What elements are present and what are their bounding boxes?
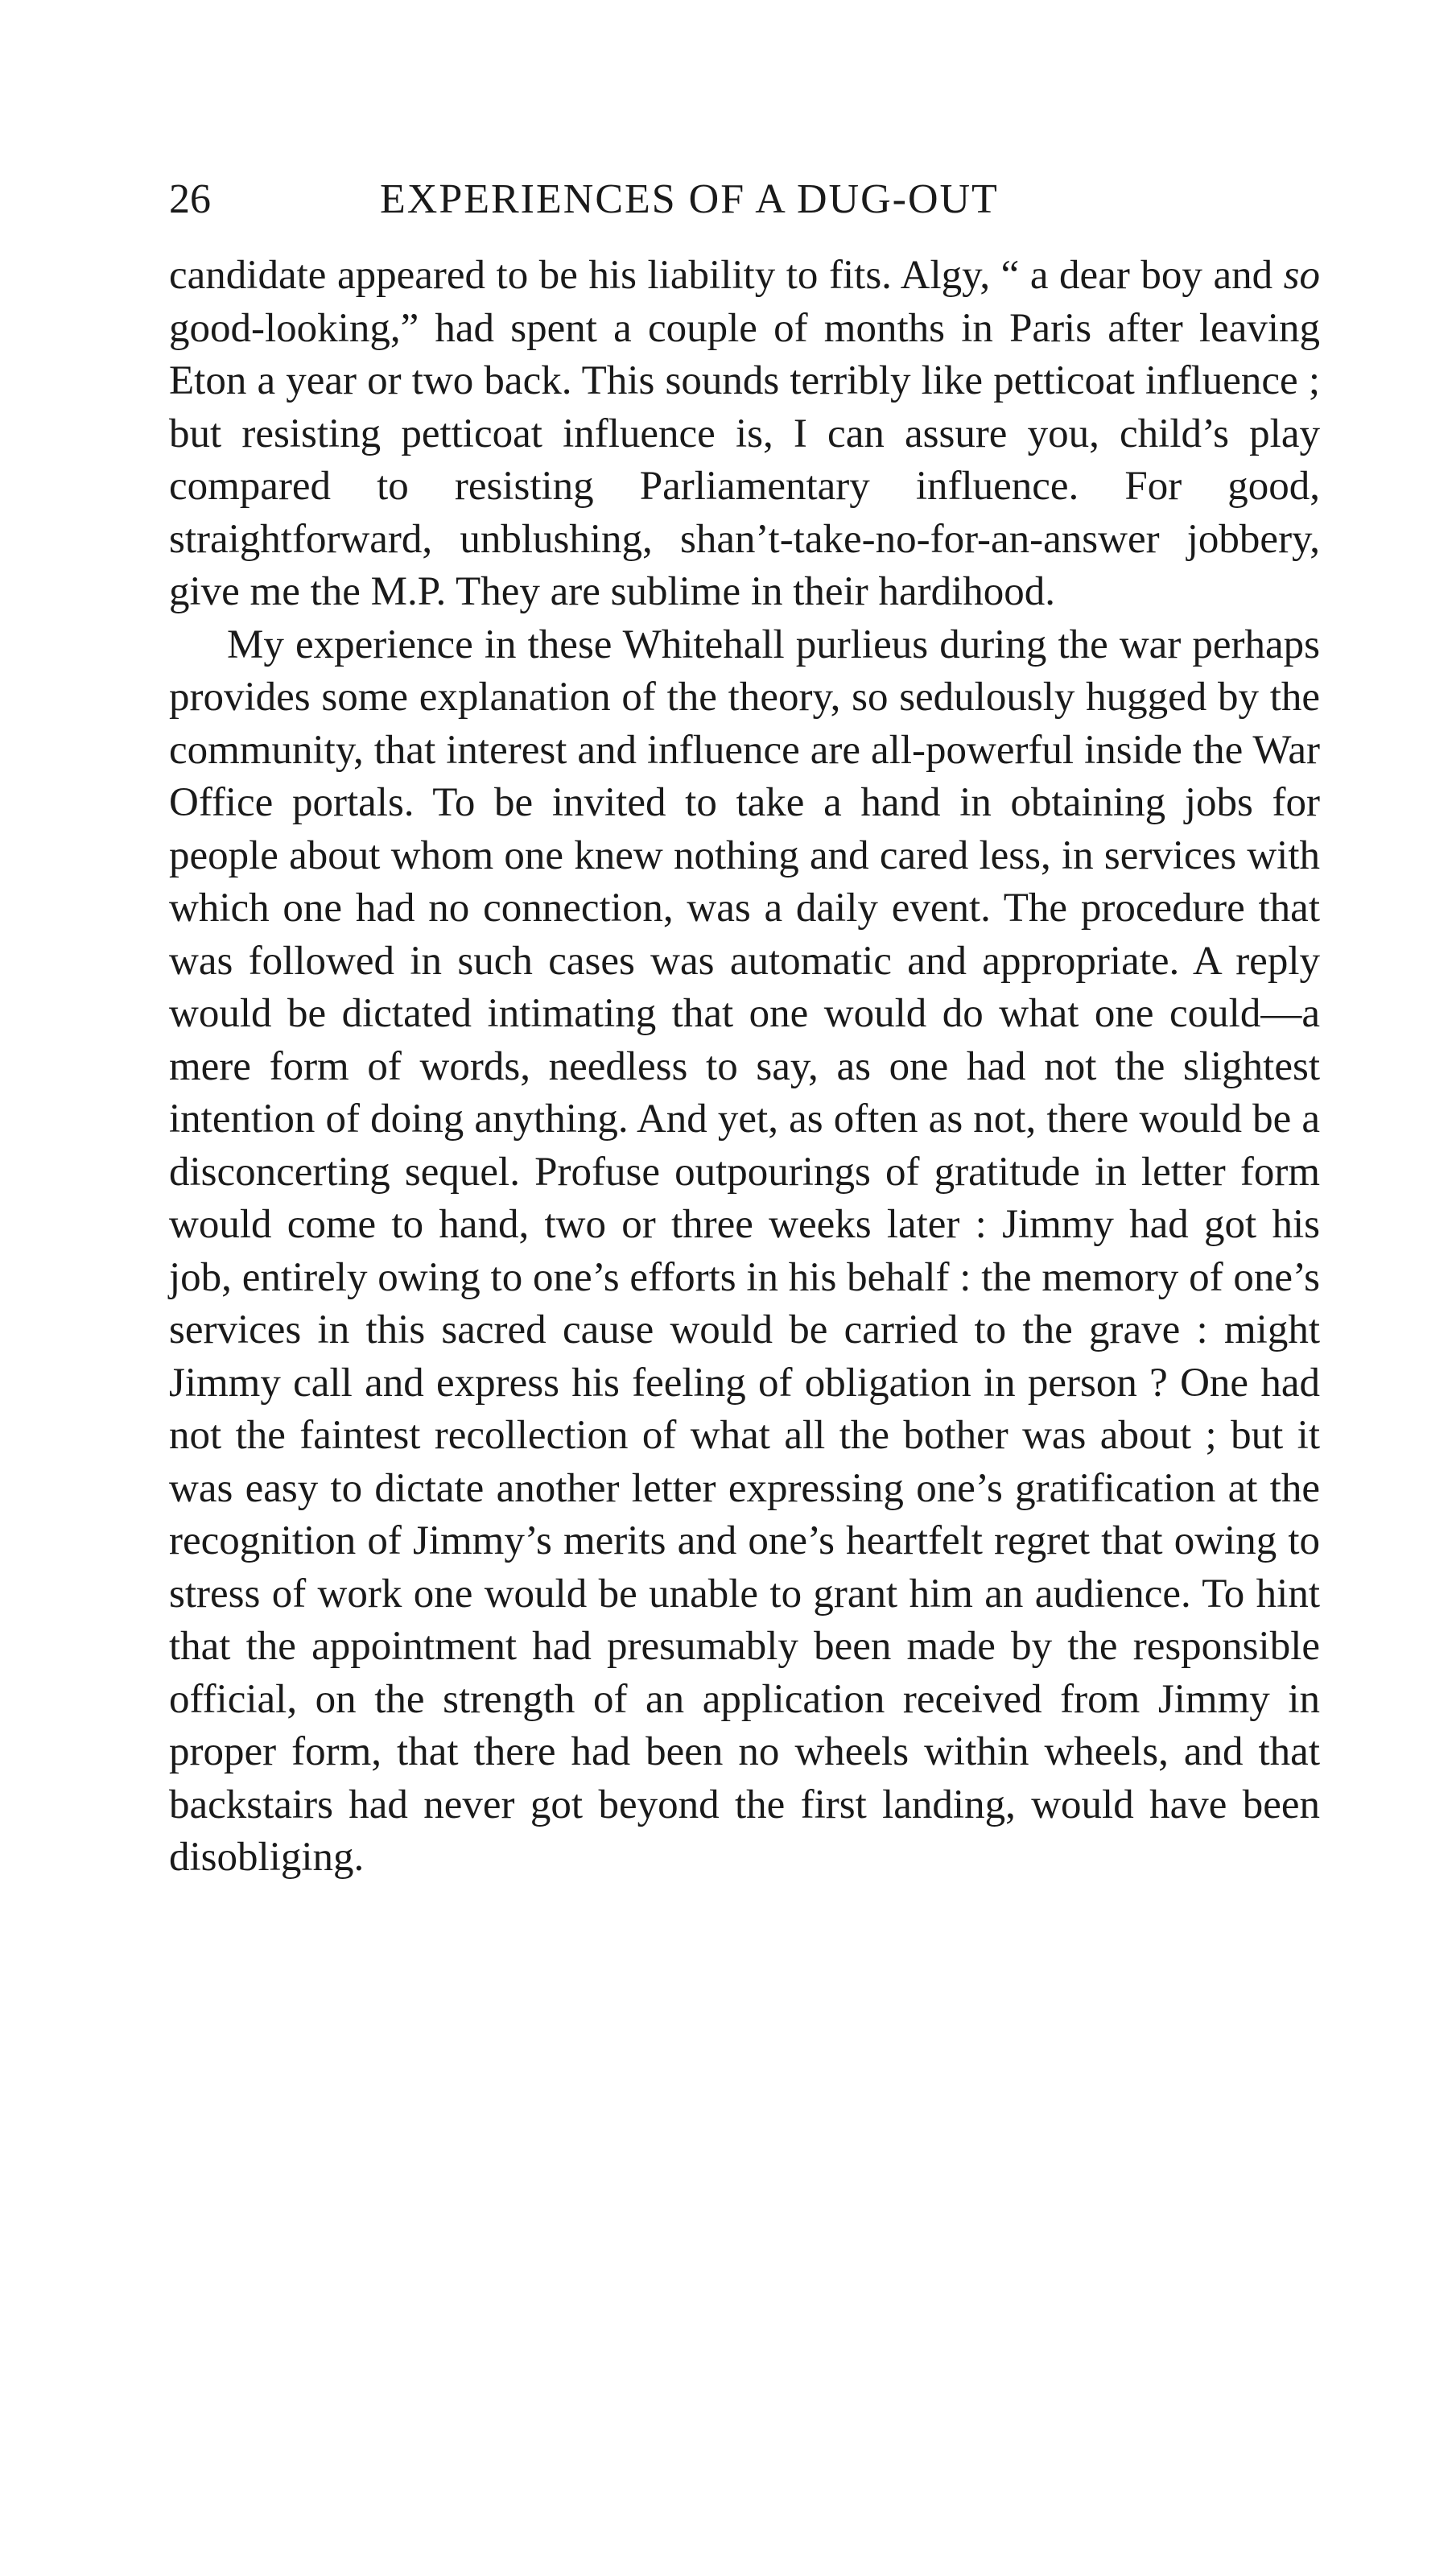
italic-word: so [1283,253,1320,298]
running-head [169,167,1320,232]
paragraph-text: good-looking,” had spent a couple of months in Paris after leaving Eton a year or two back. This sounds terribly like petticoat influence ; but resisting petticoat influence is, I can assure you, child’s play compared to resisting Parliamentary influence. For good, straightforward, unblushing, shan’t-take-no-for-an-answer jobbery, give me the M.P. They are sublime in their hardihood. [169,305,1320,614]
paragraph-text: candidate appeared to be his liability to fits. Algy, “ a dear boy and [169,253,1284,298]
paragraph-continued [169,250,1320,619]
running-title: EXPERIENCES OF A DUG-OUT [380,176,999,222]
paragraph: My experience in these Whitehall purlieus during the war perhaps provides some explanation of the theory, so sedulously hugged by the community, that interest and influence are all-powerful inside the War Office portals. To be invited to take a hand in obtaining jobs for people about whom one knew nothing and cared less, in services with which one had no connection, was a daily event. The procedure that was followed in such cases was automatic and appropriate. A reply would be dictated intimating that one would do what one could—a mere form of words, needless to say, as one had not the slightest intention of doing anything. And yet, as often as not, there would be a disconcerting sequel. Profuse outpourings of gratitude in letter form would come to hand, two or three weeks later : Jimmy had got his job, entirely owing to one’s efforts in his behalf : the memory of one’s services in this sacred cause would be carried to the grave : might Jimmy call and express his feeling of obligation in person ? One had not the faintest recollection of what all the bother was about ; but it was easy to dictate another letter expressing one’s gratification at the recognition of Jimmy’s merits and one’s heartfelt regret that owing to stress of work one would be unable to grant him an audience. To hint that the appointment had presumably been made by the responsible official, on the strength of an application received from Jimmy in proper form, that there had been no wheels within wheels, and that backstairs had never got beyond the first landing, would have been disobliging. [169,621,1320,1880]
body-text [169,250,1320,1885]
page-number: 26 [169,176,211,222]
